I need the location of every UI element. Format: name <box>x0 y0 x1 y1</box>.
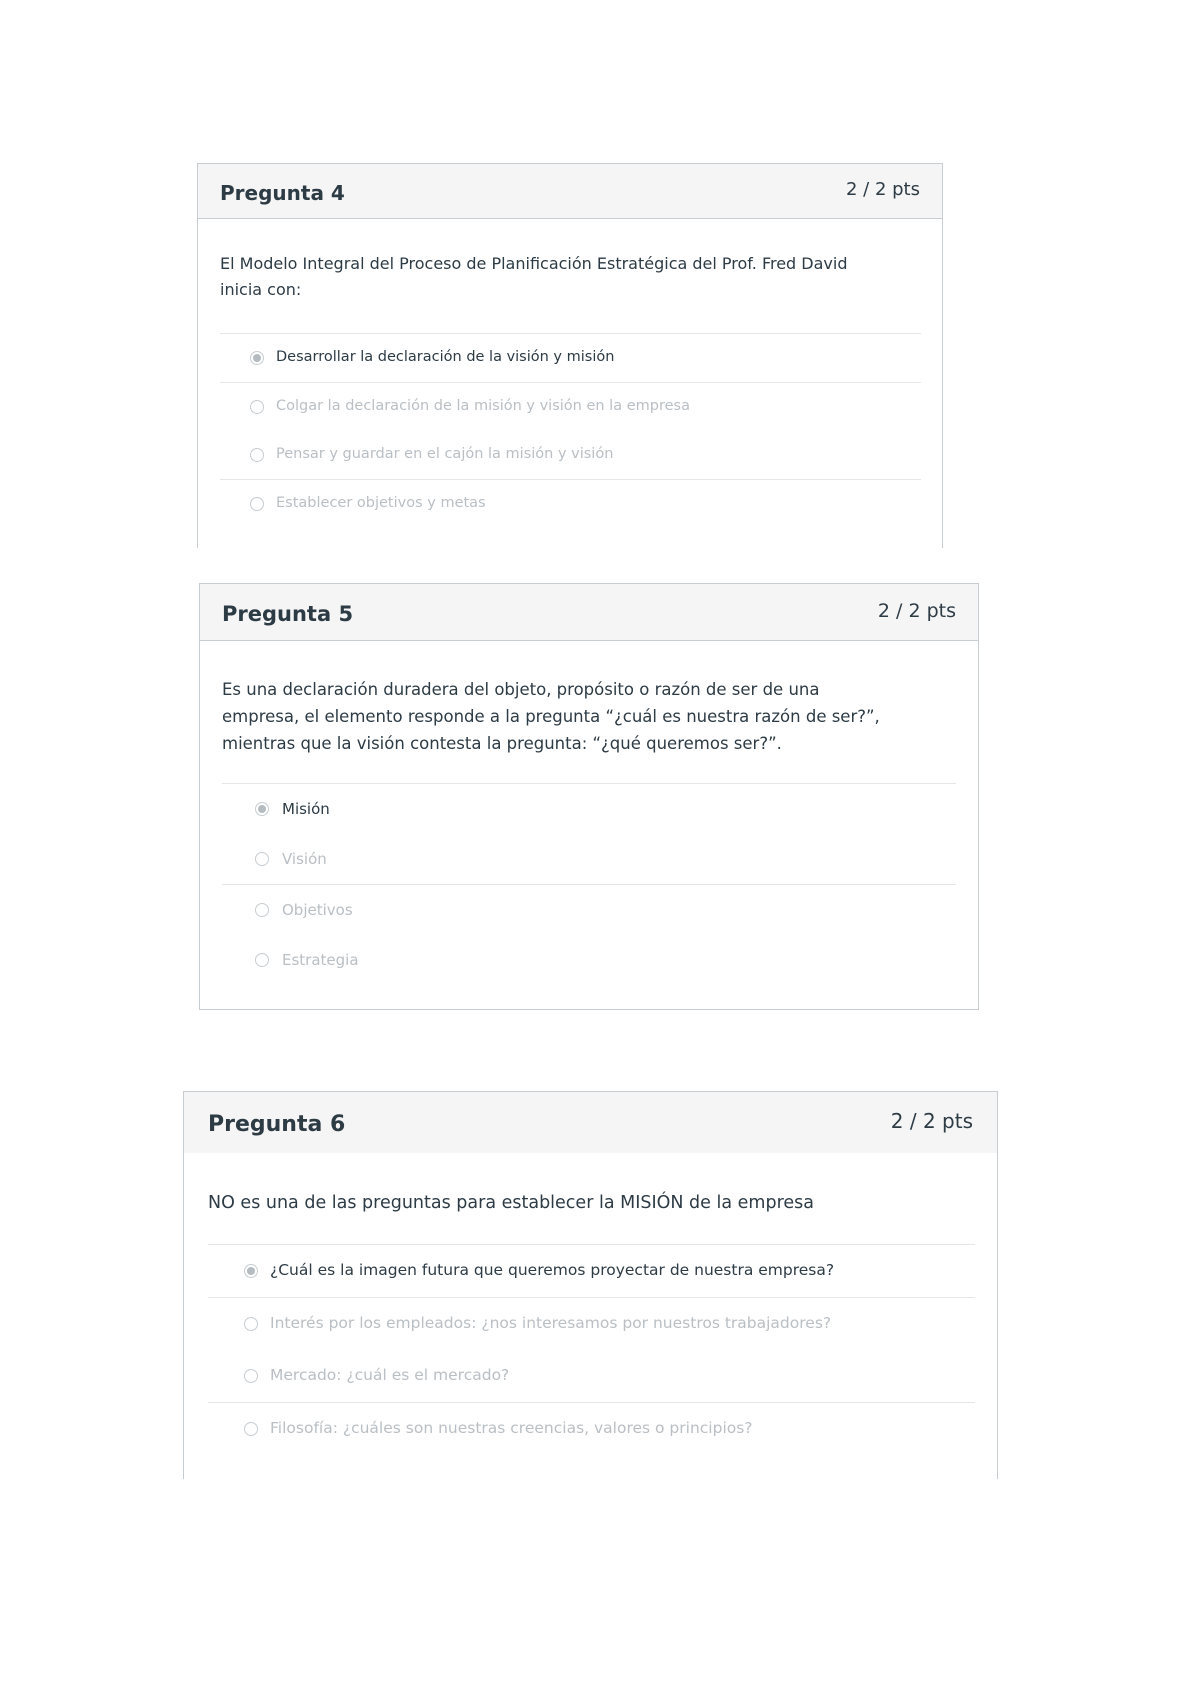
question-title: Pregunta 6 <box>208 1112 346 1137</box>
question-title: Pregunta 5 <box>222 602 354 626</box>
answer-label: Misión <box>282 800 330 818</box>
answer-option[interactable] <box>220 383 921 431</box>
question-text-line: empresa, el elemento responde a la pregunta “¿cuál es nuestra razón de ser?”, <box>222 707 880 726</box>
answer-label: Interés por los empleados: ¿nos interesamos por nuestros trabajadores? <box>270 1314 832 1332</box>
radio-button-selected[interactable] <box>244 1264 258 1278</box>
answer-label: ¿Cuál es la imagen futura que queremos proyectar de nuestra empresa? <box>270 1261 835 1279</box>
answer-option[interactable] <box>208 1298 975 1350</box>
question-text-line: inicia con: <box>220 280 302 299</box>
question-header <box>198 164 942 219</box>
radio-button[interactable] <box>255 953 269 967</box>
answer-option[interactable] <box>208 1403 975 1455</box>
radio-button-selected[interactable] <box>255 802 269 816</box>
question-text-line: Es una declaración duradera del objeto, propósito o razón de ser de una <box>222 680 820 699</box>
radio-button-selected[interactable] <box>250 351 264 365</box>
question-title: Pregunta 4 <box>220 181 345 205</box>
question-card-6 <box>183 1091 998 1479</box>
radio-button[interactable] <box>244 1317 258 1331</box>
question-header <box>200 584 978 641</box>
answer-option[interactable] <box>222 784 956 834</box>
question-card-5 <box>199 583 979 1010</box>
answer-option[interactable] <box>222 885 956 935</box>
question-points: 2 / 2 pts <box>846 179 920 200</box>
question-points: 2 / 2 pts <box>877 600 956 622</box>
question-header <box>184 1092 997 1153</box>
question-text <box>220 251 847 303</box>
answer-option[interactable] <box>220 431 921 479</box>
radio-button[interactable] <box>255 852 269 866</box>
radio-button[interactable] <box>250 400 264 414</box>
question-points: 2 / 2 pts <box>890 1109 973 1133</box>
answer-label: Colgar la declaración de la misión y visión en la empresa <box>276 398 690 414</box>
answer-label: Pensar y guardar en el cajón la misión y visión <box>276 446 614 462</box>
answer-label: Mercado: ¿cuál es el mercado? <box>270 1366 510 1384</box>
answer-label: Visión <box>282 850 327 868</box>
answer-option[interactable] <box>220 480 921 528</box>
answer-label: Filosofía: ¿cuáles son nuestras creencias, valores o principios? <box>270 1419 753 1437</box>
question-text-line: El Modelo Integral del Proceso de Planificación Estratégica del Prof. Fred David <box>220 254 848 273</box>
answer-label: Desarrollar la declaración de la visión y misión <box>276 349 615 365</box>
answer-label: Establecer objetivos y metas <box>276 495 486 511</box>
question-text <box>222 676 880 757</box>
radio-button[interactable] <box>250 497 264 511</box>
answer-option[interactable] <box>222 935 956 985</box>
answer-option[interactable] <box>220 334 921 382</box>
radio-button[interactable] <box>244 1369 258 1383</box>
answer-option[interactable] <box>208 1245 975 1297</box>
radio-button[interactable] <box>244 1422 258 1436</box>
answer-label: Estrategia <box>282 951 359 969</box>
answer-option[interactable] <box>208 1350 975 1402</box>
question-card-4 <box>197 163 943 548</box>
answer-option[interactable] <box>222 834 956 884</box>
radio-button[interactable] <box>255 903 269 917</box>
question-text <box>208 1189 814 1217</box>
question-text-line: NO es una de las preguntas para establecer la MISIÓN de la empresa <box>208 1193 814 1213</box>
radio-button[interactable] <box>250 448 264 462</box>
answer-label: Objetivos <box>282 901 353 919</box>
question-text-line: mientras que la visión contesta la pregunta: “¿qué queremos ser?”. <box>222 734 782 753</box>
